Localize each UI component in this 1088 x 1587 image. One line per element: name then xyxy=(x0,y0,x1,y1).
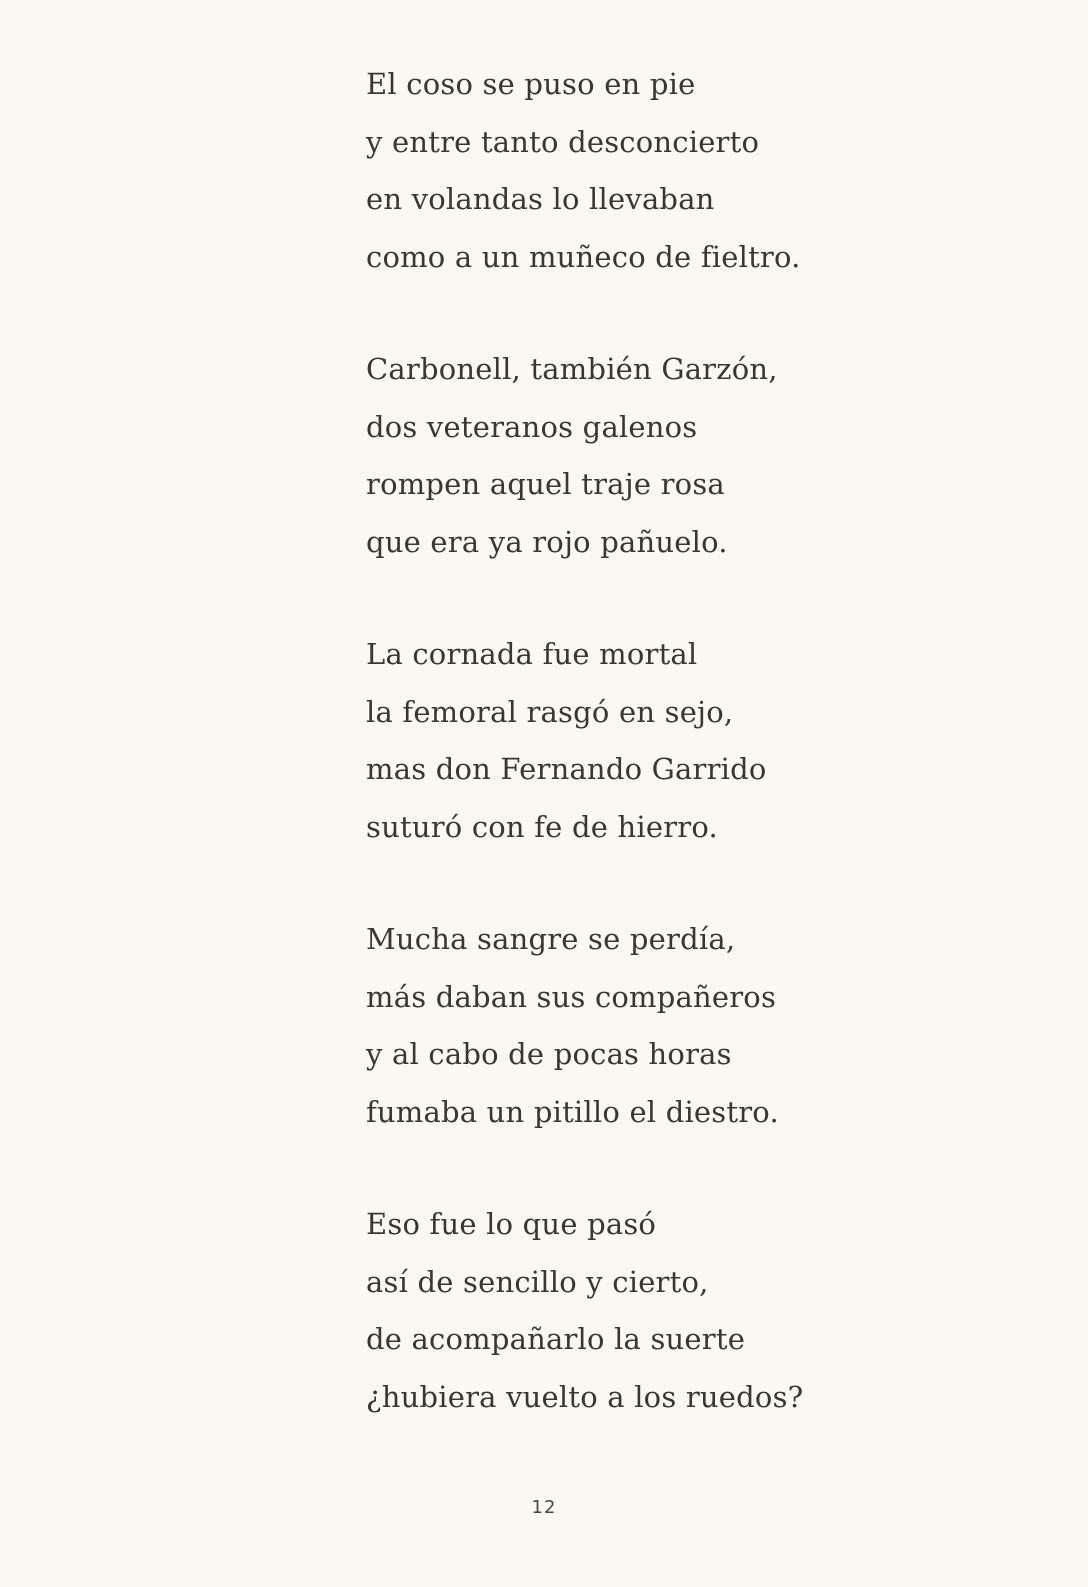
poem xyxy=(366,56,926,1481)
verse-line: El coso se puso en pie xyxy=(366,67,696,101)
verse-line: como a un muñeco de fieltro. xyxy=(366,239,801,274)
stanza-1 xyxy=(366,56,926,286)
verse-line: más daban sus compañeros xyxy=(366,979,777,1014)
verse-line: suturó con fe de hierro. xyxy=(366,809,718,844)
stanza-2 xyxy=(366,341,926,571)
verse-line: Mucha sangre se perdía, xyxy=(366,922,736,956)
verse-line: y al cabo de pocas horas xyxy=(366,1037,732,1071)
verse-line: Carbonell, también Garzón, xyxy=(366,352,778,386)
verse-line: fumaba un pitillo el diestro. xyxy=(366,1094,779,1129)
stanza-4 xyxy=(366,911,926,1141)
verse-line: mas don Fernando Garrido xyxy=(366,752,767,786)
verse-line: de acompañarlo la suerte xyxy=(366,1322,746,1356)
verse-line: dos veteranos galenos xyxy=(366,409,698,444)
stanza-3 xyxy=(366,626,926,856)
verse-line: ¿hubiera vuelto a los ruedos? xyxy=(366,1379,804,1414)
verse-line: que era ya rojo pañuelo. xyxy=(366,524,728,559)
verse-line: la femoral rasgó en sejo, xyxy=(366,694,734,729)
verse-line: La cornada fue mortal xyxy=(366,637,698,671)
verse-line: así de sencillo y cierto, xyxy=(366,1264,709,1299)
stanza-5 xyxy=(366,1196,926,1426)
page-number: 12 xyxy=(531,1497,557,1518)
verse-line: y entre tanto desconcierto xyxy=(366,124,760,159)
verse-line: Eso fue lo que pasó xyxy=(366,1207,657,1241)
verse-line: rompen aquel traje rosa xyxy=(366,467,725,501)
verse-line: en volandas lo llevaban xyxy=(366,182,715,216)
